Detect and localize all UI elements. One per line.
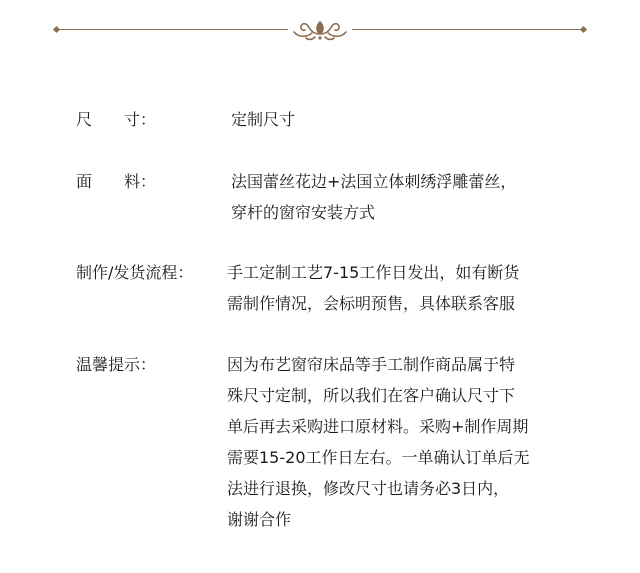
flourish-ornament-icon bbox=[290, 18, 350, 42]
spec-label: 温馨提示： bbox=[76, 355, 157, 374]
spec-value bbox=[227, 257, 519, 319]
spec-value-line: 殊尺寸定制，所以我们在客户确认尺寸下 bbox=[227, 386, 516, 405]
spec-value bbox=[227, 349, 530, 535]
spec-value-line: 定制尺寸 bbox=[231, 110, 296, 129]
spec-value bbox=[231, 166, 516, 228]
spec-value-line: 需要15-20工作日左右。一单确认订单后无 bbox=[227, 448, 530, 467]
spec-value-line: 因为布艺窗帘床品等手工制作商品属于特 bbox=[227, 355, 516, 374]
ornamental-divider bbox=[56, 18, 584, 42]
spec-label: 尺 寸： bbox=[76, 110, 157, 129]
spec-value-line: 法国蕾丝花边+法国立体刺绣浮雕蕾丝， bbox=[231, 172, 517, 191]
spec-value-line: 法进行退换，修改尺寸也请务必3日内， bbox=[227, 479, 510, 498]
divider-end-right bbox=[580, 26, 587, 33]
divider-line-right bbox=[352, 29, 584, 30]
spec-value bbox=[231, 104, 295, 135]
spec-value-line: 手工定制工艺7-15工作日发出，如有断货 bbox=[227, 263, 520, 282]
spec-value-line: 单后再去采购进口原材料。采购+制作周期 bbox=[227, 417, 529, 436]
spec-label: 制作/发货流程： bbox=[76, 263, 194, 282]
spec-value-line: 需制作情况，会标明预售，具体联系客服 bbox=[227, 294, 516, 313]
spec-label: 面 料： bbox=[76, 172, 157, 191]
divider-line-left bbox=[56, 29, 288, 30]
spec-value-line: 谢谢合作 bbox=[227, 510, 292, 529]
spec-value-line: 穿杆的窗帘安装方式 bbox=[231, 203, 376, 222]
